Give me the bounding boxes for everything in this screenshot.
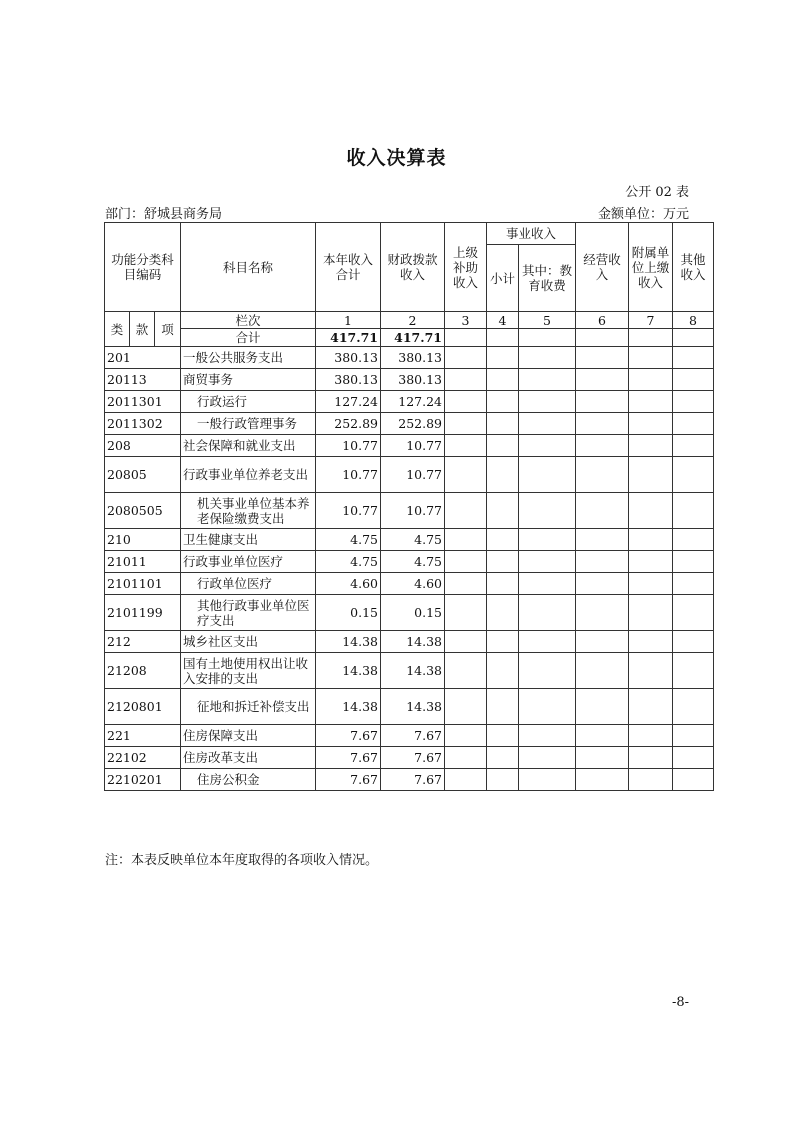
header-lei: 类 [105,312,130,347]
empty-cell [576,747,629,769]
empty-cell [445,631,487,653]
empty-cell [673,529,714,551]
empty-cell [487,689,519,725]
row-name: 征地和拆迁补偿支出 [181,689,316,725]
empty-cell [519,347,576,369]
empty-cell [673,493,714,529]
header-career: 事业收入 [487,223,576,245]
row-total: 4.75 [316,551,381,573]
row-total: 4.75 [316,529,381,551]
empty-cell [576,725,629,747]
row-name: 社会保障和就业支出 [181,435,316,457]
row-fiscal: 14.38 [381,689,445,725]
row-total: 10.77 [316,493,381,529]
sum-row [105,329,714,347]
row-total: 7.67 [316,769,381,791]
row-fiscal: 4.75 [381,551,445,573]
table-row [105,631,714,653]
empty-cell [487,391,519,413]
empty-cell [487,747,519,769]
empty-cell [445,653,487,689]
row-name: 住房改革支出 [181,747,316,769]
sum-fiscal: 417.71 [381,329,445,347]
empty-cell [673,369,714,391]
empty-cell [629,493,673,529]
row-total: 10.77 [316,457,381,493]
row-fiscal: 4.60 [381,573,445,595]
table-row [105,435,714,457]
row-code: 2011301 [105,391,181,413]
empty-cell [576,653,629,689]
header-career-subtotal: 小计 [487,245,519,312]
header-fiscal: 财政拨款收入 [381,223,445,312]
row-total: 4.60 [316,573,381,595]
empty-cell [519,573,576,595]
row-fiscal: 7.67 [381,747,445,769]
empty-cell [445,573,487,595]
row-name: 一般公共服务支出 [181,347,316,369]
empty-cell [487,529,519,551]
empty-cell [629,769,673,791]
empty-cell [673,653,714,689]
row-name: 卫生健康支出 [181,529,316,551]
row-code: 2210201 [105,769,181,791]
row-total: 127.24 [316,391,381,413]
header-operating: 经营收入 [576,223,629,312]
empty-cell [673,747,714,769]
header-other: 其他收入 [673,223,714,312]
col-num: 8 [673,312,714,329]
row-name: 其他行政事业单位医疗支出 [181,595,316,631]
row-fiscal: 14.38 [381,631,445,653]
table-row [105,529,714,551]
row-name: 城乡社区支出 [181,631,316,653]
table-row [105,689,714,725]
empty-cell [445,391,487,413]
row-total: 7.67 [316,725,381,747]
row-total: 380.13 [316,369,381,391]
header-column-order: 栏次 [181,312,316,329]
empty-cell [576,435,629,457]
empty-cell [629,347,673,369]
col-num: 7 [629,312,673,329]
empty-cell [576,631,629,653]
row-code: 221 [105,725,181,747]
empty-cell [519,631,576,653]
empty-cell [629,369,673,391]
sum-total: 417.71 [316,329,381,347]
empty-cell [487,573,519,595]
empty-cell [445,551,487,573]
row-fiscal: 7.67 [381,769,445,791]
empty-cell [673,551,714,573]
row-name: 住房保障支出 [181,725,316,747]
table-row [105,457,714,493]
empty-cell [673,725,714,747]
header-superior: 上级补助收入 [445,223,487,312]
empty-cell [519,529,576,551]
row-total: 14.38 [316,631,381,653]
row-code: 201 [105,347,181,369]
table-row [105,747,714,769]
row-code: 21208 [105,653,181,689]
empty-cell [519,435,576,457]
page-title: 收入决算表 [346,147,447,169]
row-code: 212 [105,631,181,653]
empty-cell [629,457,673,493]
row-fiscal: 4.75 [381,529,445,551]
col-num: 3 [445,312,487,329]
table-row [105,653,714,689]
row-name: 行政事业单位医疗 [181,551,316,573]
empty-cell [576,493,629,529]
empty-cell [576,595,629,631]
row-code: 20805 [105,457,181,493]
empty-cell [445,689,487,725]
row-name: 住房公积金 [181,769,316,791]
empty-cell [629,551,673,573]
col-num: 2 [381,312,445,329]
empty-cell [629,725,673,747]
row-fiscal: 14.38 [381,653,445,689]
row-fiscal: 10.77 [381,457,445,493]
empty-cell [673,435,714,457]
empty-cell [487,413,519,435]
empty-cell [673,457,714,493]
table-row [105,725,714,747]
row-total: 380.13 [316,347,381,369]
row-name: 行政运行 [181,391,316,413]
empty-cell [487,457,519,493]
table-row [105,769,714,791]
row-total: 10.77 [316,435,381,457]
table-number: 公开 02 表 [625,185,689,200]
empty-cell [629,653,673,689]
empty-cell [576,769,629,791]
empty-cell [445,769,487,791]
row-code: 22102 [105,747,181,769]
empty-cell [673,631,714,653]
row-name: 国有土地使用权出让收入安排的支出 [181,653,316,689]
empty-cell [519,595,576,631]
empty-cell [576,551,629,573]
table-row [105,391,714,413]
row-fiscal: 7.67 [381,725,445,747]
header-xiang: 项 [155,312,181,347]
empty-cell [487,551,519,573]
empty-cell [629,573,673,595]
row-name: 商贸事务 [181,369,316,391]
header-kuan: 款 [130,312,155,347]
empty-cell [487,653,519,689]
empty-cell [445,435,487,457]
empty-cell [576,457,629,493]
row-name: 一般行政管理事务 [181,413,316,435]
row-name: 行政事业单位养老支出 [181,457,316,493]
empty-cell [673,689,714,725]
empty-cell [519,725,576,747]
row-total: 7.67 [316,747,381,769]
empty-cell [629,435,673,457]
empty-cell [673,573,714,595]
empty-cell [673,413,714,435]
header-code: 功能分类科目编码 [105,223,181,312]
empty-cell [487,769,519,791]
income-table [104,222,714,791]
table-row [105,347,714,369]
empty-cell [673,769,714,791]
header-total: 本年收入合计 [316,223,381,312]
row-code: 2101101 [105,573,181,595]
row-code: 21011 [105,551,181,573]
row-fiscal: 127.24 [381,391,445,413]
empty-cell [487,435,519,457]
empty-cell [576,413,629,435]
table-row [105,369,714,391]
empty-cell [445,413,487,435]
row-fiscal: 252.89 [381,413,445,435]
empty-cell [445,725,487,747]
empty-cell [519,689,576,725]
col-num: 4 [487,312,519,329]
table-row [105,595,714,631]
row-fiscal: 10.77 [381,493,445,529]
empty-cell [519,769,576,791]
row-code: 2011302 [105,413,181,435]
empty-cell [445,529,487,551]
empty-cell [576,391,629,413]
unit-label: 金额单位：万元 [597,207,689,222]
empty-cell [487,595,519,631]
table-row [105,551,714,573]
row-code: 2080505 [105,493,181,529]
row-total: 14.38 [316,689,381,725]
col-num: 6 [576,312,629,329]
empty-cell [445,457,487,493]
row-fiscal: 0.15 [381,595,445,631]
empty-cell [487,631,519,653]
table-row [105,413,714,435]
sum-label: 合计 [181,329,316,347]
col-num: 1 [316,312,381,329]
empty-cell [487,493,519,529]
row-code: 208 [105,435,181,457]
empty-cell [445,595,487,631]
row-fiscal: 380.13 [381,347,445,369]
empty-cell [629,747,673,769]
row-fiscal: 10.77 [381,435,445,457]
row-name: 机关事业单位基本养老保险缴费支出 [181,493,316,529]
row-total: 0.15 [316,595,381,631]
col-num: 5 [519,312,576,329]
row-code: 20113 [105,369,181,391]
empty-cell [519,493,576,529]
table-row [105,573,714,595]
empty-cell [673,391,714,413]
header-career-edu: 其中：教育收费 [519,245,576,312]
empty-cell [445,493,487,529]
empty-cell [629,631,673,653]
row-code: 2101199 [105,595,181,631]
row-name: 行政单位医疗 [181,573,316,595]
empty-cell [576,347,629,369]
empty-cell [629,689,673,725]
empty-cell [487,369,519,391]
empty-cell [519,551,576,573]
row-code: 210 [105,529,181,551]
empty-cell [445,347,487,369]
empty-cell [487,725,519,747]
empty-cell [519,413,576,435]
page-number: -8- [671,995,689,1010]
empty-cell [519,457,576,493]
empty-cell [629,413,673,435]
empty-cell [576,573,629,595]
empty-cell [445,369,487,391]
empty-cell [576,369,629,391]
department-label: 部门：舒城县商务局 [105,207,223,222]
empty-cell [629,529,673,551]
empty-cell [629,391,673,413]
empty-cell [629,595,673,631]
empty-cell [673,595,714,631]
table-note: 注：本表反映单位本年度取得的各项收入情况。 [105,853,379,868]
empty-cell [673,347,714,369]
empty-cell [519,653,576,689]
row-code: 2120801 [105,689,181,725]
row-total: 14.38 [316,653,381,689]
empty-cell [576,689,629,725]
header-name: 科目名称 [181,223,316,312]
row-fiscal: 380.13 [381,369,445,391]
empty-cell [576,529,629,551]
empty-cell [487,347,519,369]
row-total: 252.89 [316,413,381,435]
empty-cell [445,747,487,769]
empty-cell [519,369,576,391]
empty-cell [519,391,576,413]
empty-cell [519,747,576,769]
table-row [105,493,714,529]
header-affiliated: 附属单位上缴收入 [629,223,673,312]
